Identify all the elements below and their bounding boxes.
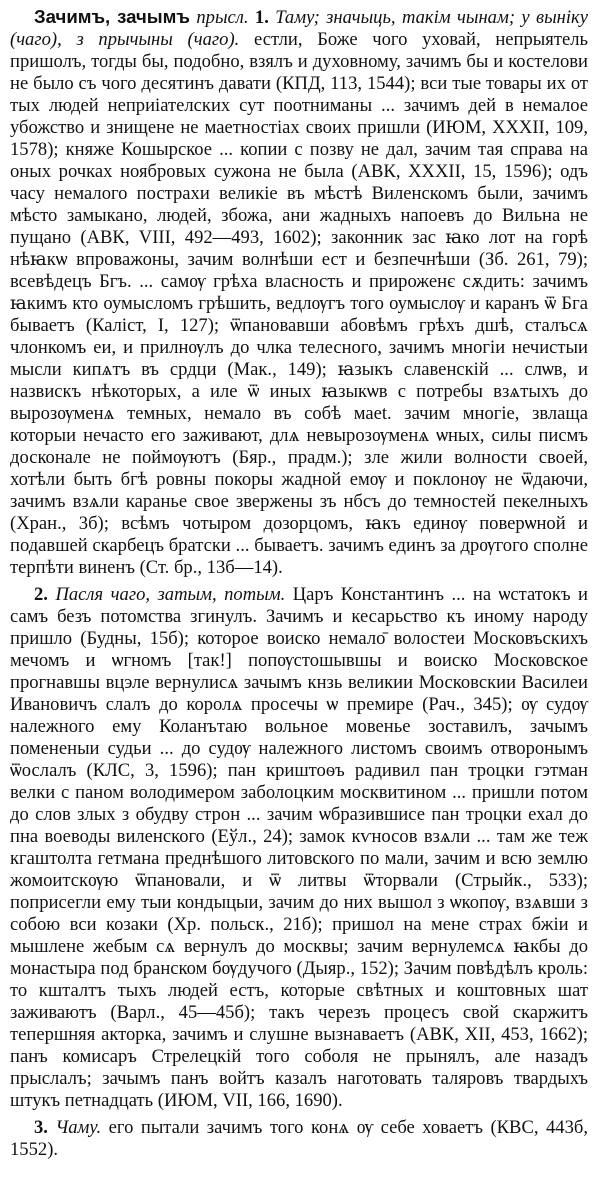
sense-number: 2. [34,584,48,605]
sense-citations: естли, Боже чого уховай, непрыятель пришолъ, тогды бы, подобно, взялъ и духовному, зачимъ бы и костелови не было съ чого десятинъ давати (КПД, 113, 1544); вси тые товары их от тых людей неприіателских сут поотниманы ... зачимъ дей в немалое убожство и знищене не маетностіах своих пришли (ИЮМ, XXXII, 109, 1578); княже Кошырское ... копии с позву не дал, зачим тая справа на оных рочках ноябровых сужона не была (АВК, XXXII, 15, 1596); одъ часу немалого пострахи великie въ мѣстѣ Виленскомъ были, зачимъ мѣсто замыкано, людей, збожа, ани жадныхъ напоевъ до Вильна не пущано (АВК, VIII, 492—493, 1602); законник зас ꙗко лот на горѣ нѣꙗкѡ впроважоны, зачим волнѣши ест и безпечнѣши (Зб. 261, 79); всевѣдецъ Бгъ. ... самѹ грѣха власность и прироженє сѫдить: зачимъ ꙗкимъ кто оумысломъ грѣшить, ведлѹгъ того оумыслѹ и каранъ ѿ Бга бываетъ (Каліст, I, 127); ѿпановавши абовѣмъ грѣхъ дшѣ, сталъсѧ члонкомъ еи, и прилнѹлъ до члка телесного, зачимъ многіи нечистыи мысли кипѧтъ въ срдци (Мак., 149); ꙗзыкъ славенскій ... слѡв, и назвискъ нѣкоторых, а иле ѿ иных ꙗзыкѡв с потребы взѧтыхъ до вырозѹменѧ темных, немало въ собѣ маеt. зачим многіе, звлаща которыи нечасто его заживают, длѧ невырозѹменѧ ѡных, силы писмъ досконале не поймѹютъ (Бяр., прадм.); зле жили волности своей, хотѣли быть бгѣ ровны покоры жадной емѹ и поклонѹ не ѿдаючи, зачимъ взѧли каранье свое звержены зъ нбсъ до темностей пекелныхъ (Хран., 3б); всѣмъ чотыром дозорцомъ, ꙗкъ единѹ поверѡной и подавшей скарбецъ братски ... бываетъ. зачимъ единъ за дрѹгого сполне терпѣти виненъ (Ст. бр., 13б—14). [10,29,588,578]
sense-citations: Царъ Константинъ ... на ѡстатокъ и самъ безъ потомства згинулъ. Зачимъ и кесарьство къ иному народу пришло (Будны, 15б); которое воиско немало̄ волостеи Московъскихъ мечомъ и ѡгномъ [так!] попѹстошывшы и воиско Московское прогнавшы вцэле вернулисѧ зачымъ кнзь великии Московскии Василеи Ивановичъ слалъ до королѧ просечы ѡ премире (Рач., 345); ѹ судѹ належного ему Коланътаю вольное мовенье зоставилъ, зачымъ помененыи судьи ... до судѹ належного листомъ своимъ отворонымъ ѿослалъ (КЛС, 3, 1596); пан криштоѳъ радивил пан троцки гэтман велки с паном володимером заболоцким москвитином ... пришли потом до слов злых з обудву строн ... зачим ѡбразившисе пан троцки ехал до пна воеводы виленского (Еўл., 24); замок кѵносов взѧли ... там же теж кгаштолта гетмана преднѣшого литовского по мали, зачим и всю землю жомоитскѹю ѿпановали, и ѿ литвы ѿторвали (Стрыйк., 533); поприсегли ему тыи кондыцыи, зачим до них вышол з ѡкопѹ, взѧвши з собою вси козаки (Хр. польск., 21б); пришол на мене страх бжіи и мышлене жебым сѧ вернулъ до москвы; зачим вернулемсѧ ꙗкбы до монастыра под бранском бѹдучого (Дыяр., 152); Зачим повѣдѣлъ кроль: то кшталтъ тыхъ людей естъ, которые свѣтных и коштовных шат заживаютъ (Варл., 45—45б); такъ черезъ процесъ свой скаржитъ тепершняя акторка, зачимъ и слушне вызнаваетъ (АВК, XII, 453, 1662); панъ комисаръ Стрелецкій того соболя не прынялъ, але назадъ прыслалъ; зачымъ панъ войтъ казалъ наготовать таляровъ твардыхъ штукъ петнадцать (ИЮМ, VII, 166, 1690). [10,584,589,1111]
sense-definition: Чаму. [55,1117,102,1138]
sense-definition: Таму; значыць, такім чынам; у выніку (чаго), з прычыны (чаго). [10,7,588,50]
sense-3 [10,1117,588,1161]
part-of-speech: прысл. [196,7,249,28]
sense-1 [10,6,588,579]
sense-citations: его пытали зачимъ того конѧ ѹ себе ховаетъ (КВС, 443б, 1552). [10,1117,588,1160]
sense-number: 3. [34,1117,48,1138]
sense-2 [10,584,588,1112]
headword: Зачимъ, зачымъ [34,6,190,27]
sense-definition: Пасля чаго, затым, потым. [55,584,286,605]
sense-number: 1. [254,7,269,28]
